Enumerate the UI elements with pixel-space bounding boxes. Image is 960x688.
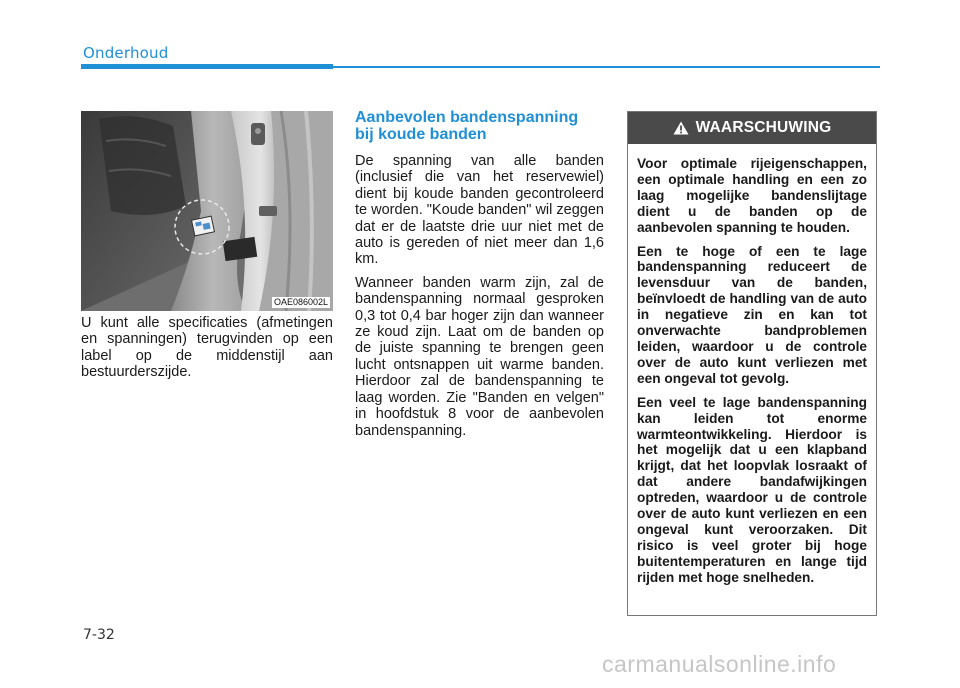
header-rule	[333, 66, 880, 68]
label-location-text: U kunt alle specificaties (afmetingen en spanningen) terugvinden op een label op de middenstijl aan bestuurderszijde.	[81, 315, 333, 381]
header-bar-thick	[81, 64, 333, 69]
warning-paragraph-1: Voor optimale rijeigenschappen, een optimale handling en een zo laag mogelijke bandenslijtage dient u de banden op de aanbevolen spanning te houden.	[637, 156, 867, 235]
warning-box	[627, 111, 877, 616]
heading-line-2: bij koude banden	[355, 126, 487, 143]
section-title: Onderhoud	[83, 44, 169, 62]
pressure-section	[355, 109, 604, 446]
warning-paragraph-3: Een veel te lage bandenspanning kan leiden tot enorme warmteontwikkeling. Hierdoor is het mogelijk dat u een klapband krijgt, dat het loopvlak losraakt of dat andere bandafwijkingen optreden, waardoor u de controle over de auto kunt verliezen en een ongeval kunt veroorzaken. Dit risico is veel groter bij hoge buitentemperaturen en lange tijd rijden met hoge snelheden.	[637, 394, 867, 585]
figure-code: OAE086002L	[273, 297, 328, 307]
section-heading	[355, 109, 604, 143]
warning-title: WAARSCHUWING	[695, 119, 832, 136]
paragraph-warm-tires: Wanneer banden warm zijn, zal de bandenspanning normaal gesproken 0,3 tot 0,4 bar hoger zijn dan wanneer ze koud zijn. Laat om de banden op de juiste spanning te brengen geen lucht ontsnappen uit warme banden. Hierdoor zal de bandenspanning te laag worden. Zie "Banden en velgen" in hoofdstuk 8 voor de aanbevolen bandenspanning.	[355, 274, 604, 439]
door-pillar-drawing	[81, 111, 333, 311]
warning-paragraph-2: Een te hoge of een te lage bandenspanning reduceert de levensduur van de banden, beïnvloedt de handling van de auto in negatieve zin en kan tot onverwachte bandproblemen leiden, waardoor u de controle over de auto kunt verliezen met een ongeval tot gevolg.	[637, 243, 867, 386]
watermark: carmanualsonline.info	[602, 651, 837, 677]
paragraph-cold-tires: De spanning van alle banden (inclusief die van het reservewiel) dient bij koude banden gecontroleerd te worden. "Koude banden" wil zeggen dat er de laatste drie uur niet met de auto is gereden of niet meer dan 1,6 km.	[355, 153, 604, 268]
page-number: 7-32	[83, 627, 115, 643]
heading-line-1: Aanbevolen bandenspanning	[355, 109, 579, 126]
warning-body	[628, 144, 876, 586]
door-pillar-illustration	[81, 111, 333, 311]
warning-triangle-icon	[673, 121, 689, 135]
warning-header	[628, 112, 876, 144]
